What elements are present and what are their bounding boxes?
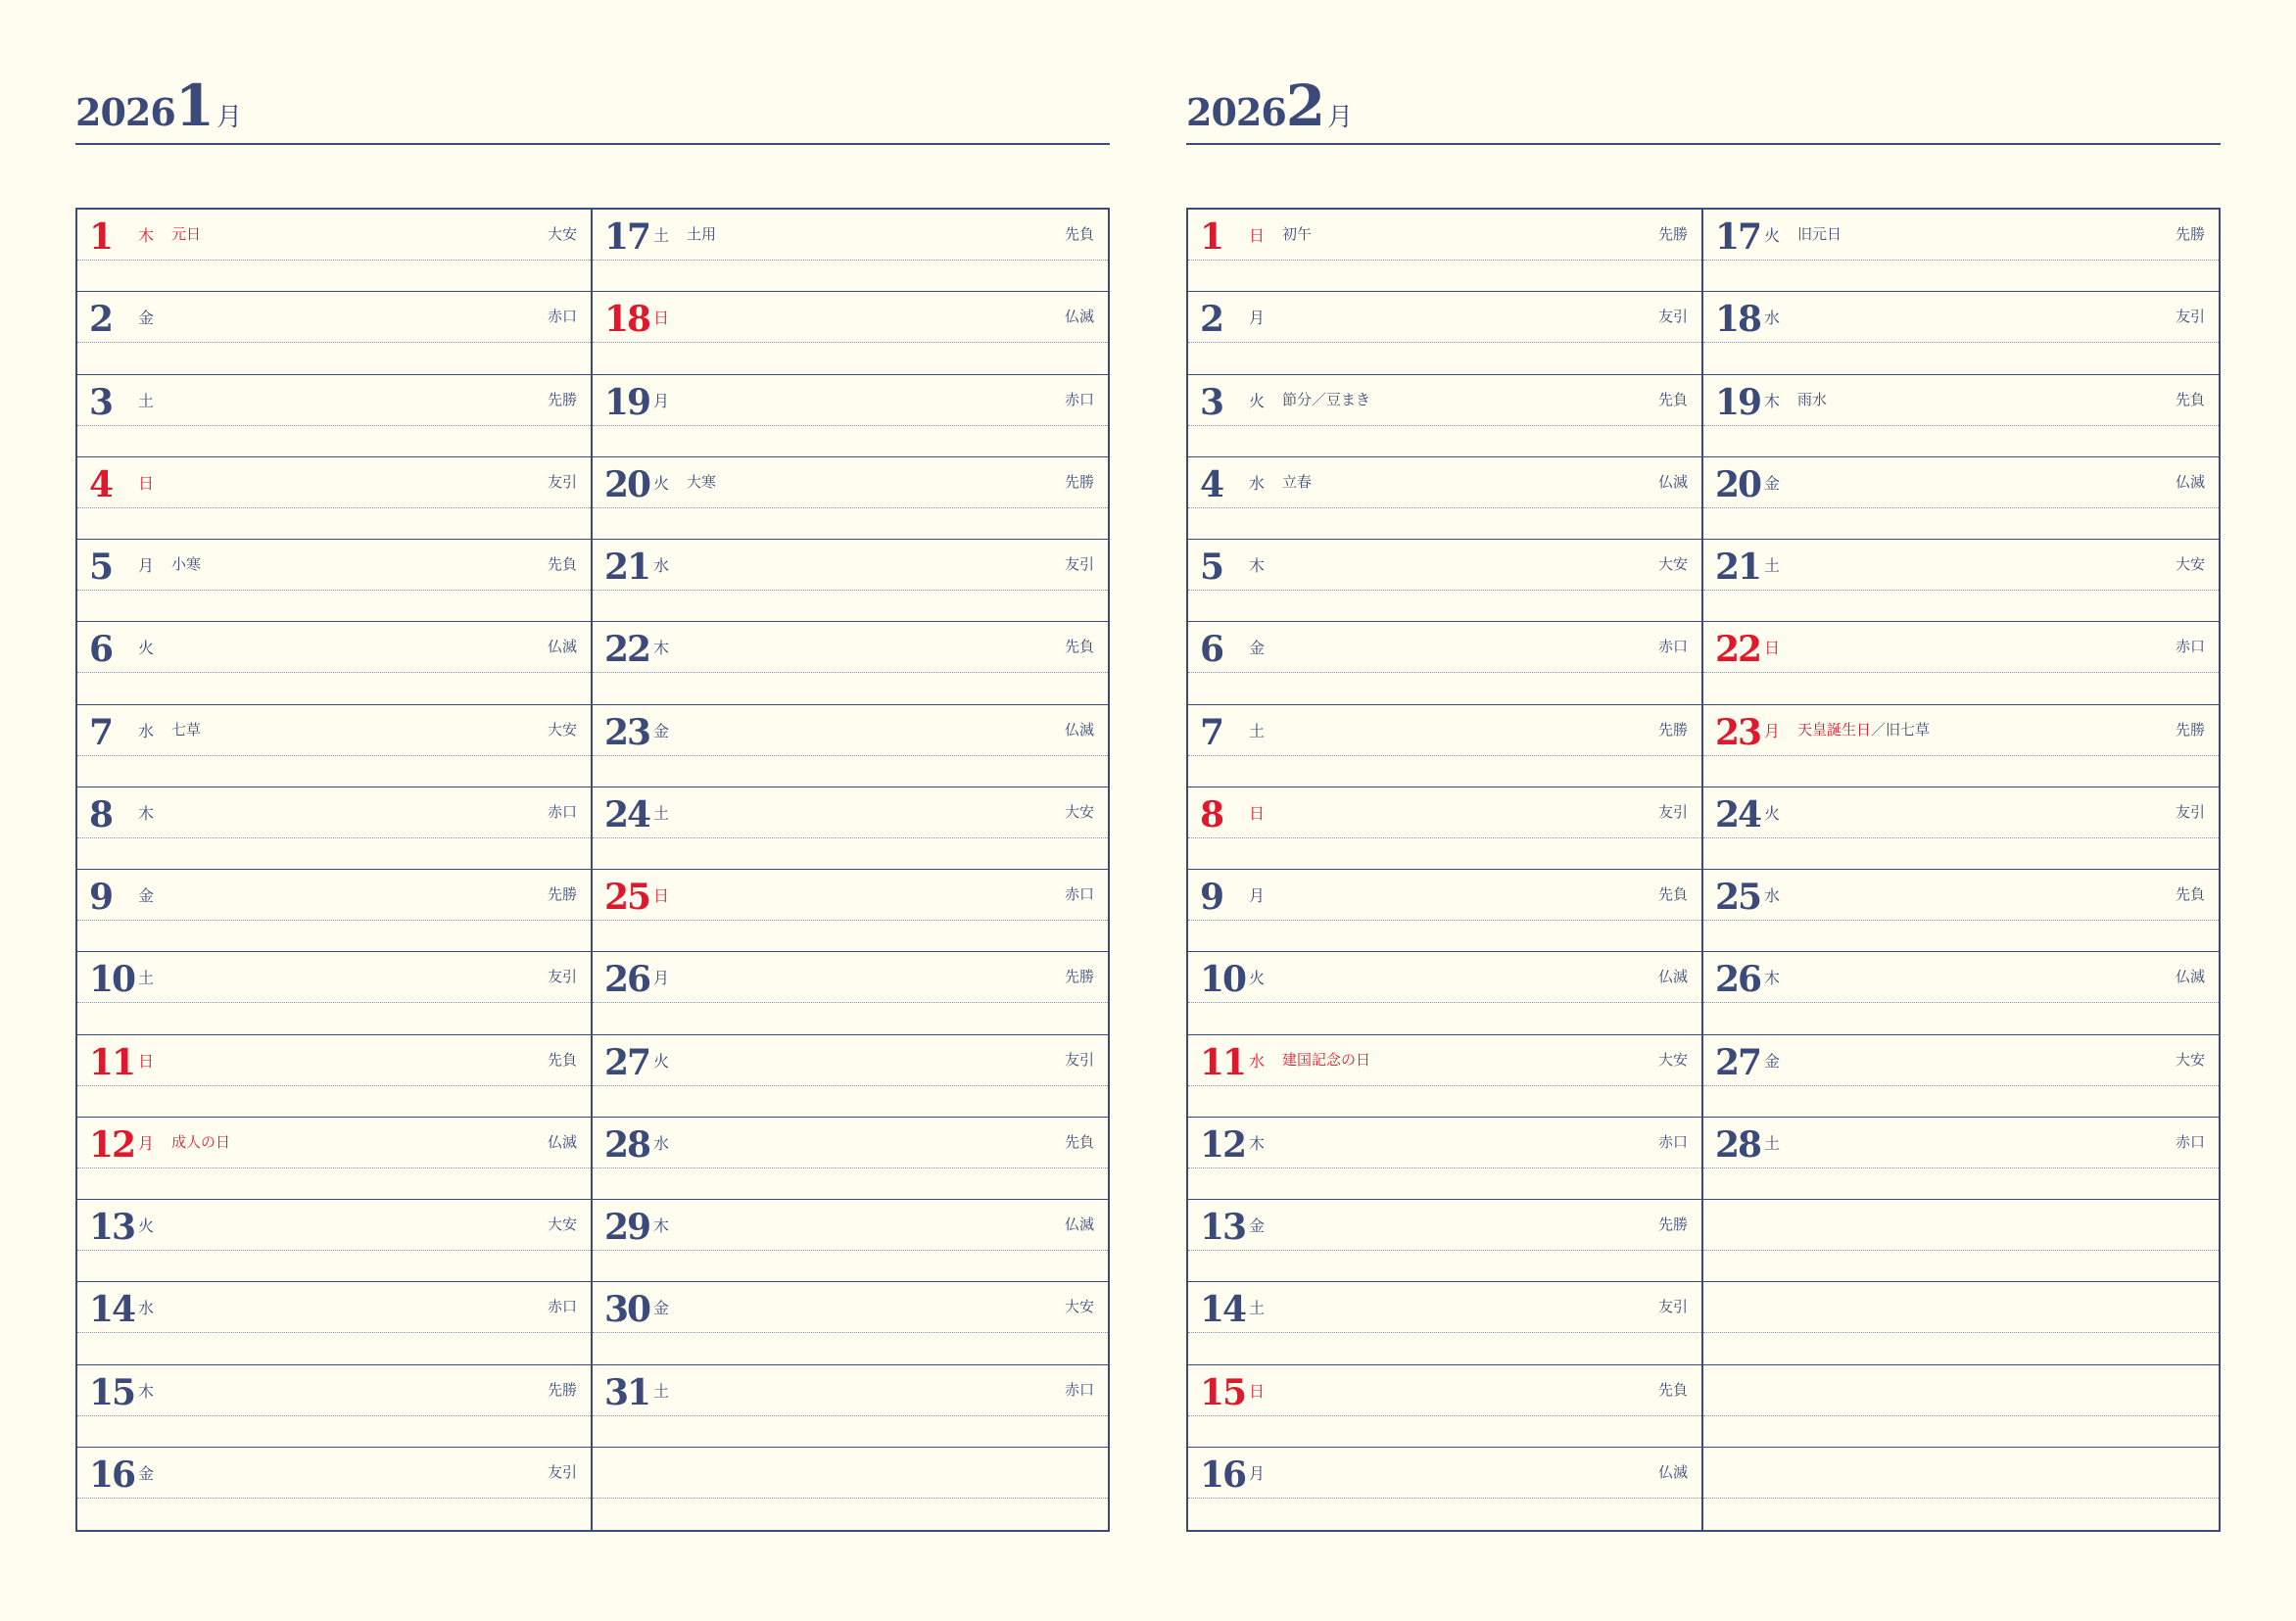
day-number: 16 (89, 1454, 135, 1496)
weekday-label: 木 (1249, 556, 1266, 575)
day-number: 6 (1200, 629, 1223, 671)
day-number: 2 (89, 299, 113, 341)
weekday-label: 日 (1249, 226, 1266, 245)
day-column-2 (1703, 210, 2219, 1530)
day-row[interactable] (1703, 1035, 2219, 1118)
day-number: 28 (1715, 1123, 1761, 1166)
weekday-label: 土 (653, 1381, 670, 1401)
weekday-label: 月 (1249, 886, 1266, 905)
day-row[interactable] (77, 457, 591, 540)
day-number: 30 (604, 1289, 650, 1331)
weekday-label: 木 (138, 803, 155, 823)
rokuyo-label: 友引 (547, 472, 577, 491)
weekday-label: 土 (653, 803, 670, 823)
weekday-label: 木 (653, 639, 670, 658)
day-number: 31 (604, 1371, 650, 1413)
rokuyo-label: 先負 (1064, 638, 1094, 656)
event-text: 元日 (171, 225, 202, 243)
day-number: 15 (89, 1371, 135, 1413)
weekday-label: 金 (653, 1299, 670, 1318)
month-january (75, 72, 1110, 1496)
rokuyo-label: 友引 (547, 968, 577, 986)
rokuyo-label: 先勝 (2175, 225, 2205, 243)
day-number: 22 (1715, 629, 1761, 671)
rokuyo-label: 赤口 (547, 802, 577, 821)
day-row[interactable] (1188, 292, 1701, 374)
day-number: 26 (1715, 959, 1761, 1001)
event-label (171, 553, 201, 574)
rokuyo-label: 友引 (547, 1462, 577, 1481)
day-row[interactable] (593, 540, 1108, 622)
weekday-label: 水 (138, 1299, 155, 1318)
event-text: 初午 (1282, 225, 1313, 243)
day-row[interactable] (593, 1200, 1108, 1282)
day-number: 23 (604, 711, 650, 753)
weekday-label: 土 (1764, 556, 1781, 575)
event-text: 七草 (171, 720, 202, 739)
rokuyo-label: 友引 (2175, 308, 2205, 326)
day-row[interactable] (77, 292, 591, 374)
day-number: 5 (89, 547, 113, 588)
day-row[interactable] (77, 1035, 591, 1118)
empty-day-row[interactable] (1703, 1282, 2219, 1364)
day-number: 2 (1200, 299, 1223, 341)
day-number: 4 (1200, 463, 1223, 505)
rokuyo-label: 仏滅 (1657, 968, 1688, 986)
day-row[interactable] (1703, 375, 2219, 457)
event-label (687, 223, 716, 244)
day-grid (75, 208, 1110, 1532)
event-text: 大寒 (687, 472, 717, 491)
weekday-label: 火 (653, 473, 670, 493)
day-row[interactable] (1703, 210, 2219, 292)
day-row[interactable] (1188, 457, 1701, 540)
rokuyo-label: 赤口 (2175, 1132, 2205, 1151)
day-row[interactable] (1188, 210, 1701, 292)
month-number: 1 (174, 72, 214, 139)
day-number: 3 (89, 381, 113, 423)
rokuyo-label: 赤口 (1064, 390, 1094, 408)
day-row[interactable] (1703, 622, 2219, 704)
day-row[interactable] (1703, 292, 2219, 374)
empty-day-row[interactable] (1703, 1448, 2219, 1530)
day-number: 11 (89, 1041, 135, 1083)
rokuyo-label: 先勝 (1064, 472, 1094, 491)
day-row[interactable] (593, 1282, 1108, 1364)
rokuyo-label: 先勝 (1657, 1216, 1688, 1233)
day-number: 27 (1715, 1041, 1761, 1083)
day-row[interactable] (593, 375, 1108, 457)
day-row[interactable] (593, 870, 1108, 952)
event-label (171, 223, 201, 244)
event-text: 雨水 (1797, 390, 1828, 408)
day-row[interactable] (77, 787, 591, 870)
rokuyo-label: 友引 (1064, 1050, 1094, 1069)
weekday-label: 金 (138, 886, 155, 905)
weekday-label: 金 (1249, 1216, 1266, 1235)
empty-day-row[interactable] (1703, 1200, 2219, 1282)
month-february (1186, 72, 2221, 1496)
weekday-label: 日 (138, 1051, 155, 1071)
weekday-label: 日 (138, 473, 155, 493)
event-text: 天皇誕生日 (1797, 720, 1872, 739)
month-unit: 月 (216, 103, 243, 132)
weekday-label: 金 (1764, 1051, 1781, 1071)
day-number: 8 (1200, 793, 1223, 835)
day-number: 21 (604, 547, 650, 588)
year-label: 2026 (1186, 90, 1286, 134)
weekday-label: 土 (1764, 1133, 1781, 1153)
day-number: 18 (1715, 299, 1761, 341)
day-row[interactable] (77, 705, 591, 787)
day-number: 29 (604, 1207, 650, 1248)
event-text: 土用 (687, 225, 717, 243)
event-label (1797, 223, 1842, 244)
rokuyo-label: 先負 (547, 555, 577, 573)
weekday-label: 土 (1249, 1299, 1266, 1318)
day-number: 18 (604, 299, 650, 341)
day-row[interactable] (77, 1200, 591, 1282)
day-number: 10 (1200, 959, 1246, 1001)
day-row[interactable] (1188, 787, 1701, 870)
day-row[interactable] (77, 1282, 591, 1364)
day-row[interactable] (1188, 1365, 1701, 1448)
day-row[interactable] (77, 1118, 591, 1200)
day-number: 26 (604, 959, 650, 1001)
day-number: 20 (1715, 463, 1761, 505)
weekday-label: 水 (138, 721, 155, 740)
day-number: 21 (1715, 547, 1761, 588)
weekday-label: 木 (1764, 969, 1781, 988)
day-number: 22 (604, 629, 650, 671)
day-row[interactable] (77, 210, 591, 292)
weekday-label: 土 (138, 391, 155, 410)
weekday-label: 日 (653, 886, 670, 905)
rokuyo-label: 大安 (1657, 555, 1688, 573)
weekday-label: 日 (1249, 803, 1266, 823)
day-number: 19 (604, 381, 650, 423)
day-number: 24 (1715, 793, 1761, 835)
day-row[interactable] (593, 1118, 1108, 1200)
day-row[interactable] (1703, 1118, 2219, 1200)
event-label (171, 719, 201, 739)
event-label (1282, 471, 1312, 492)
month-header (75, 72, 1110, 145)
weekday-label: 水 (1249, 473, 1266, 493)
rokuyo-label: 友引 (1657, 802, 1688, 821)
weekday-label: 金 (138, 309, 155, 328)
rokuyo-label: 友引 (1657, 308, 1688, 326)
weekday-label: 月 (1249, 309, 1266, 328)
rokuyo-label: 仏滅 (1064, 1216, 1094, 1233)
empty-day-row[interactable] (593, 1448, 1108, 1530)
day-row[interactable] (593, 622, 1108, 704)
day-column-2 (593, 210, 1108, 1530)
day-number: 4 (89, 463, 113, 505)
month-unit: 月 (1327, 103, 1354, 132)
event-text: 立春 (1282, 472, 1313, 491)
weekday-label: 火 (138, 1216, 155, 1235)
weekday-label: 火 (1249, 969, 1266, 988)
rokuyo-label: 大安 (2175, 1050, 2205, 1069)
day-row[interactable] (77, 540, 591, 622)
day-row[interactable] (1188, 1448, 1701, 1530)
day-number: 13 (1200, 1207, 1246, 1248)
event-text: 建国記念の日 (1282, 1050, 1371, 1069)
day-number: 1 (89, 216, 113, 258)
day-number: 20 (604, 463, 650, 505)
event-text: 成人の日 (171, 1132, 231, 1151)
day-row[interactable] (1188, 870, 1701, 952)
rokuyo-label: 大安 (1657, 1050, 1688, 1069)
rokuyo-label: 先勝 (1657, 720, 1688, 739)
day-number: 7 (89, 711, 113, 753)
day-row[interactable] (1188, 622, 1701, 704)
event-label (1797, 389, 1827, 409)
day-number: 15 (1200, 1371, 1246, 1413)
day-row[interactable] (77, 1365, 591, 1448)
rokuyo-label: 大安 (547, 225, 577, 243)
day-column-1 (1188, 210, 1703, 1530)
day-number: 25 (1715, 877, 1761, 918)
day-number: 11 (1200, 1041, 1246, 1083)
weekday-label: 土 (138, 969, 155, 988)
weekday-label: 水 (653, 1133, 670, 1153)
day-row[interactable] (77, 952, 591, 1034)
day-row[interactable] (1703, 870, 2219, 952)
day-row[interactable] (1703, 540, 2219, 622)
rokuyo-label: 先勝 (547, 390, 577, 408)
day-number: 24 (604, 793, 650, 835)
day-number: 3 (1200, 381, 1223, 423)
day-number: 16 (1200, 1454, 1246, 1496)
day-grid (1186, 208, 2221, 1532)
weekday-label: 火 (1764, 803, 1781, 823)
day-row[interactable] (1703, 457, 2219, 540)
weekday-label: 日 (653, 309, 670, 328)
rokuyo-label: 大安 (547, 720, 577, 739)
weekday-label: 木 (1249, 1133, 1266, 1153)
day-row[interactable] (593, 210, 1108, 292)
day-number: 28 (604, 1123, 650, 1166)
rokuyo-label: 先勝 (547, 885, 577, 903)
rokuyo-label: 先勝 (547, 1380, 577, 1399)
event-label (1282, 223, 1312, 244)
rokuyo-label: 大安 (1064, 802, 1094, 821)
day-row[interactable] (1703, 952, 2219, 1034)
day-number: 10 (89, 959, 135, 1001)
rokuyo-label: 仏滅 (547, 1132, 577, 1151)
day-row[interactable] (77, 1448, 591, 1530)
day-row[interactable] (593, 1365, 1108, 1448)
day-number: 23 (1715, 711, 1761, 753)
weekday-label: 金 (1764, 473, 1781, 493)
day-number: 1 (1200, 216, 1223, 258)
day-row[interactable] (1188, 1200, 1701, 1282)
day-row[interactable] (1188, 1035, 1701, 1118)
weekday-label: 火 (1764, 226, 1781, 245)
rokuyo-label: 先負 (1657, 390, 1688, 408)
weekday-label: 日 (1249, 1381, 1266, 1401)
event-text: 旧元日 (1797, 225, 1842, 243)
weekday-label: 火 (1249, 391, 1266, 410)
rokuyo-label: 仏滅 (1657, 1462, 1688, 1481)
day-number: 13 (89, 1207, 135, 1248)
day-row[interactable] (1188, 1118, 1701, 1200)
day-row[interactable] (1703, 705, 2219, 787)
day-number: 12 (1200, 1123, 1246, 1166)
day-number: 8 (89, 793, 113, 835)
weekday-label: 金 (138, 1463, 155, 1483)
event-label (687, 471, 716, 492)
event-label (1282, 1049, 1370, 1070)
event-text: 節分／豆まき (1282, 390, 1371, 408)
day-number: 17 (604, 216, 650, 258)
day-column-1 (77, 210, 593, 1530)
rokuyo-label: 先負 (547, 1050, 577, 1069)
day-number: 9 (1200, 877, 1223, 918)
weekday-label: 月 (1764, 721, 1781, 740)
day-row[interactable] (1188, 1282, 1701, 1364)
rokuyo-label: 赤口 (1657, 1132, 1688, 1151)
day-number: 9 (89, 877, 113, 918)
event-text-secondary: ／旧七草 (1871, 720, 1931, 739)
weekday-label: 水 (1764, 886, 1781, 905)
day-number: 17 (1715, 216, 1761, 258)
month-header (1186, 72, 2221, 145)
weekday-label: 木 (653, 1216, 670, 1235)
month-title (1186, 72, 1353, 139)
month-number: 2 (1285, 72, 1324, 139)
day-row[interactable] (593, 952, 1108, 1034)
weekday-label: 木 (1764, 391, 1781, 410)
weekday-label: 火 (138, 639, 155, 658)
weekday-label: 金 (1249, 639, 1266, 658)
event-label (1797, 719, 1930, 739)
rokuyo-label: 先勝 (1657, 225, 1688, 243)
rokuyo-label: 大安 (2175, 555, 2205, 573)
weekday-label: 金 (653, 721, 670, 740)
rokuyo-label: 先負 (1657, 1380, 1688, 1399)
weekday-label: 木 (138, 1381, 155, 1401)
weekday-label: 水 (1764, 309, 1781, 328)
weekday-label: 月 (138, 1133, 155, 1153)
day-number: 19 (1715, 381, 1761, 423)
weekday-label: 土 (653, 226, 670, 245)
day-row[interactable] (1188, 375, 1701, 457)
month-title (75, 72, 242, 139)
day-number: 5 (1200, 547, 1223, 588)
rokuyo-label: 友引 (1064, 555, 1094, 573)
rokuyo-label: 仏滅 (2175, 472, 2205, 491)
rokuyo-label: 大安 (1064, 1298, 1094, 1316)
rokuyo-label: 赤口 (547, 1298, 577, 1316)
weekday-label: 日 (1764, 639, 1781, 658)
day-row[interactable] (593, 1035, 1108, 1118)
rokuyo-label: 赤口 (547, 308, 577, 326)
day-number: 12 (89, 1123, 135, 1166)
rokuyo-label: 大安 (547, 1216, 577, 1233)
day-row[interactable] (593, 292, 1108, 374)
event-label (1282, 389, 1370, 409)
day-row[interactable] (593, 705, 1108, 787)
rokuyo-label: 先勝 (1064, 968, 1094, 986)
day-row[interactable] (593, 787, 1108, 870)
rokuyo-label: 先勝 (2175, 720, 2205, 739)
day-number: 7 (1200, 711, 1223, 753)
rokuyo-label: 友引 (2175, 802, 2205, 821)
weekday-label: 土 (1249, 721, 1266, 740)
rokuyo-label: 仏滅 (1657, 472, 1688, 491)
weekday-label: 木 (138, 226, 155, 245)
rokuyo-label: 仏滅 (1064, 720, 1094, 739)
day-row[interactable] (593, 457, 1108, 540)
rokuyo-label: 仏滅 (547, 638, 577, 656)
rokuyo-label: 先負 (2175, 390, 2205, 408)
day-row[interactable] (1703, 787, 2219, 870)
weekday-label: 月 (653, 391, 670, 410)
empty-day-row[interactable] (1703, 1365, 2219, 1448)
rokuyo-label: 先負 (1064, 225, 1094, 243)
rokuyo-label: 仏滅 (2175, 968, 2205, 986)
day-row[interactable] (77, 870, 591, 952)
rokuyo-label: 先負 (1064, 1132, 1094, 1151)
day-number: 14 (1200, 1289, 1246, 1331)
day-number: 27 (604, 1041, 650, 1083)
weekday-label: 火 (653, 1051, 670, 1071)
weekday-label: 水 (653, 556, 670, 575)
weekday-label: 月 (138, 556, 155, 575)
day-row[interactable] (77, 622, 591, 704)
day-row[interactable] (1188, 705, 1701, 787)
year-label: 2026 (75, 90, 175, 134)
day-row[interactable] (1188, 540, 1701, 622)
rokuyo-label: 赤口 (1064, 885, 1094, 903)
weekday-label: 水 (1249, 1051, 1266, 1071)
day-number: 25 (604, 877, 650, 918)
rokuyo-label: 赤口 (1064, 1380, 1094, 1399)
event-label (171, 1131, 230, 1152)
event-text: 小寒 (171, 555, 202, 573)
day-row[interactable] (77, 375, 591, 457)
day-row[interactable] (1188, 952, 1701, 1034)
rokuyo-label: 赤口 (1657, 638, 1688, 656)
weekday-label: 月 (653, 969, 670, 988)
rokuyo-label: 仏滅 (1064, 308, 1094, 326)
rokuyo-label: 先負 (1657, 885, 1688, 903)
rokuyo-label: 赤口 (2175, 638, 2205, 656)
day-number: 14 (89, 1289, 135, 1331)
weekday-label: 月 (1249, 1463, 1266, 1483)
rokuyo-label: 友引 (1657, 1298, 1688, 1316)
rokuyo-label: 先負 (2175, 885, 2205, 903)
day-number: 6 (89, 629, 113, 671)
